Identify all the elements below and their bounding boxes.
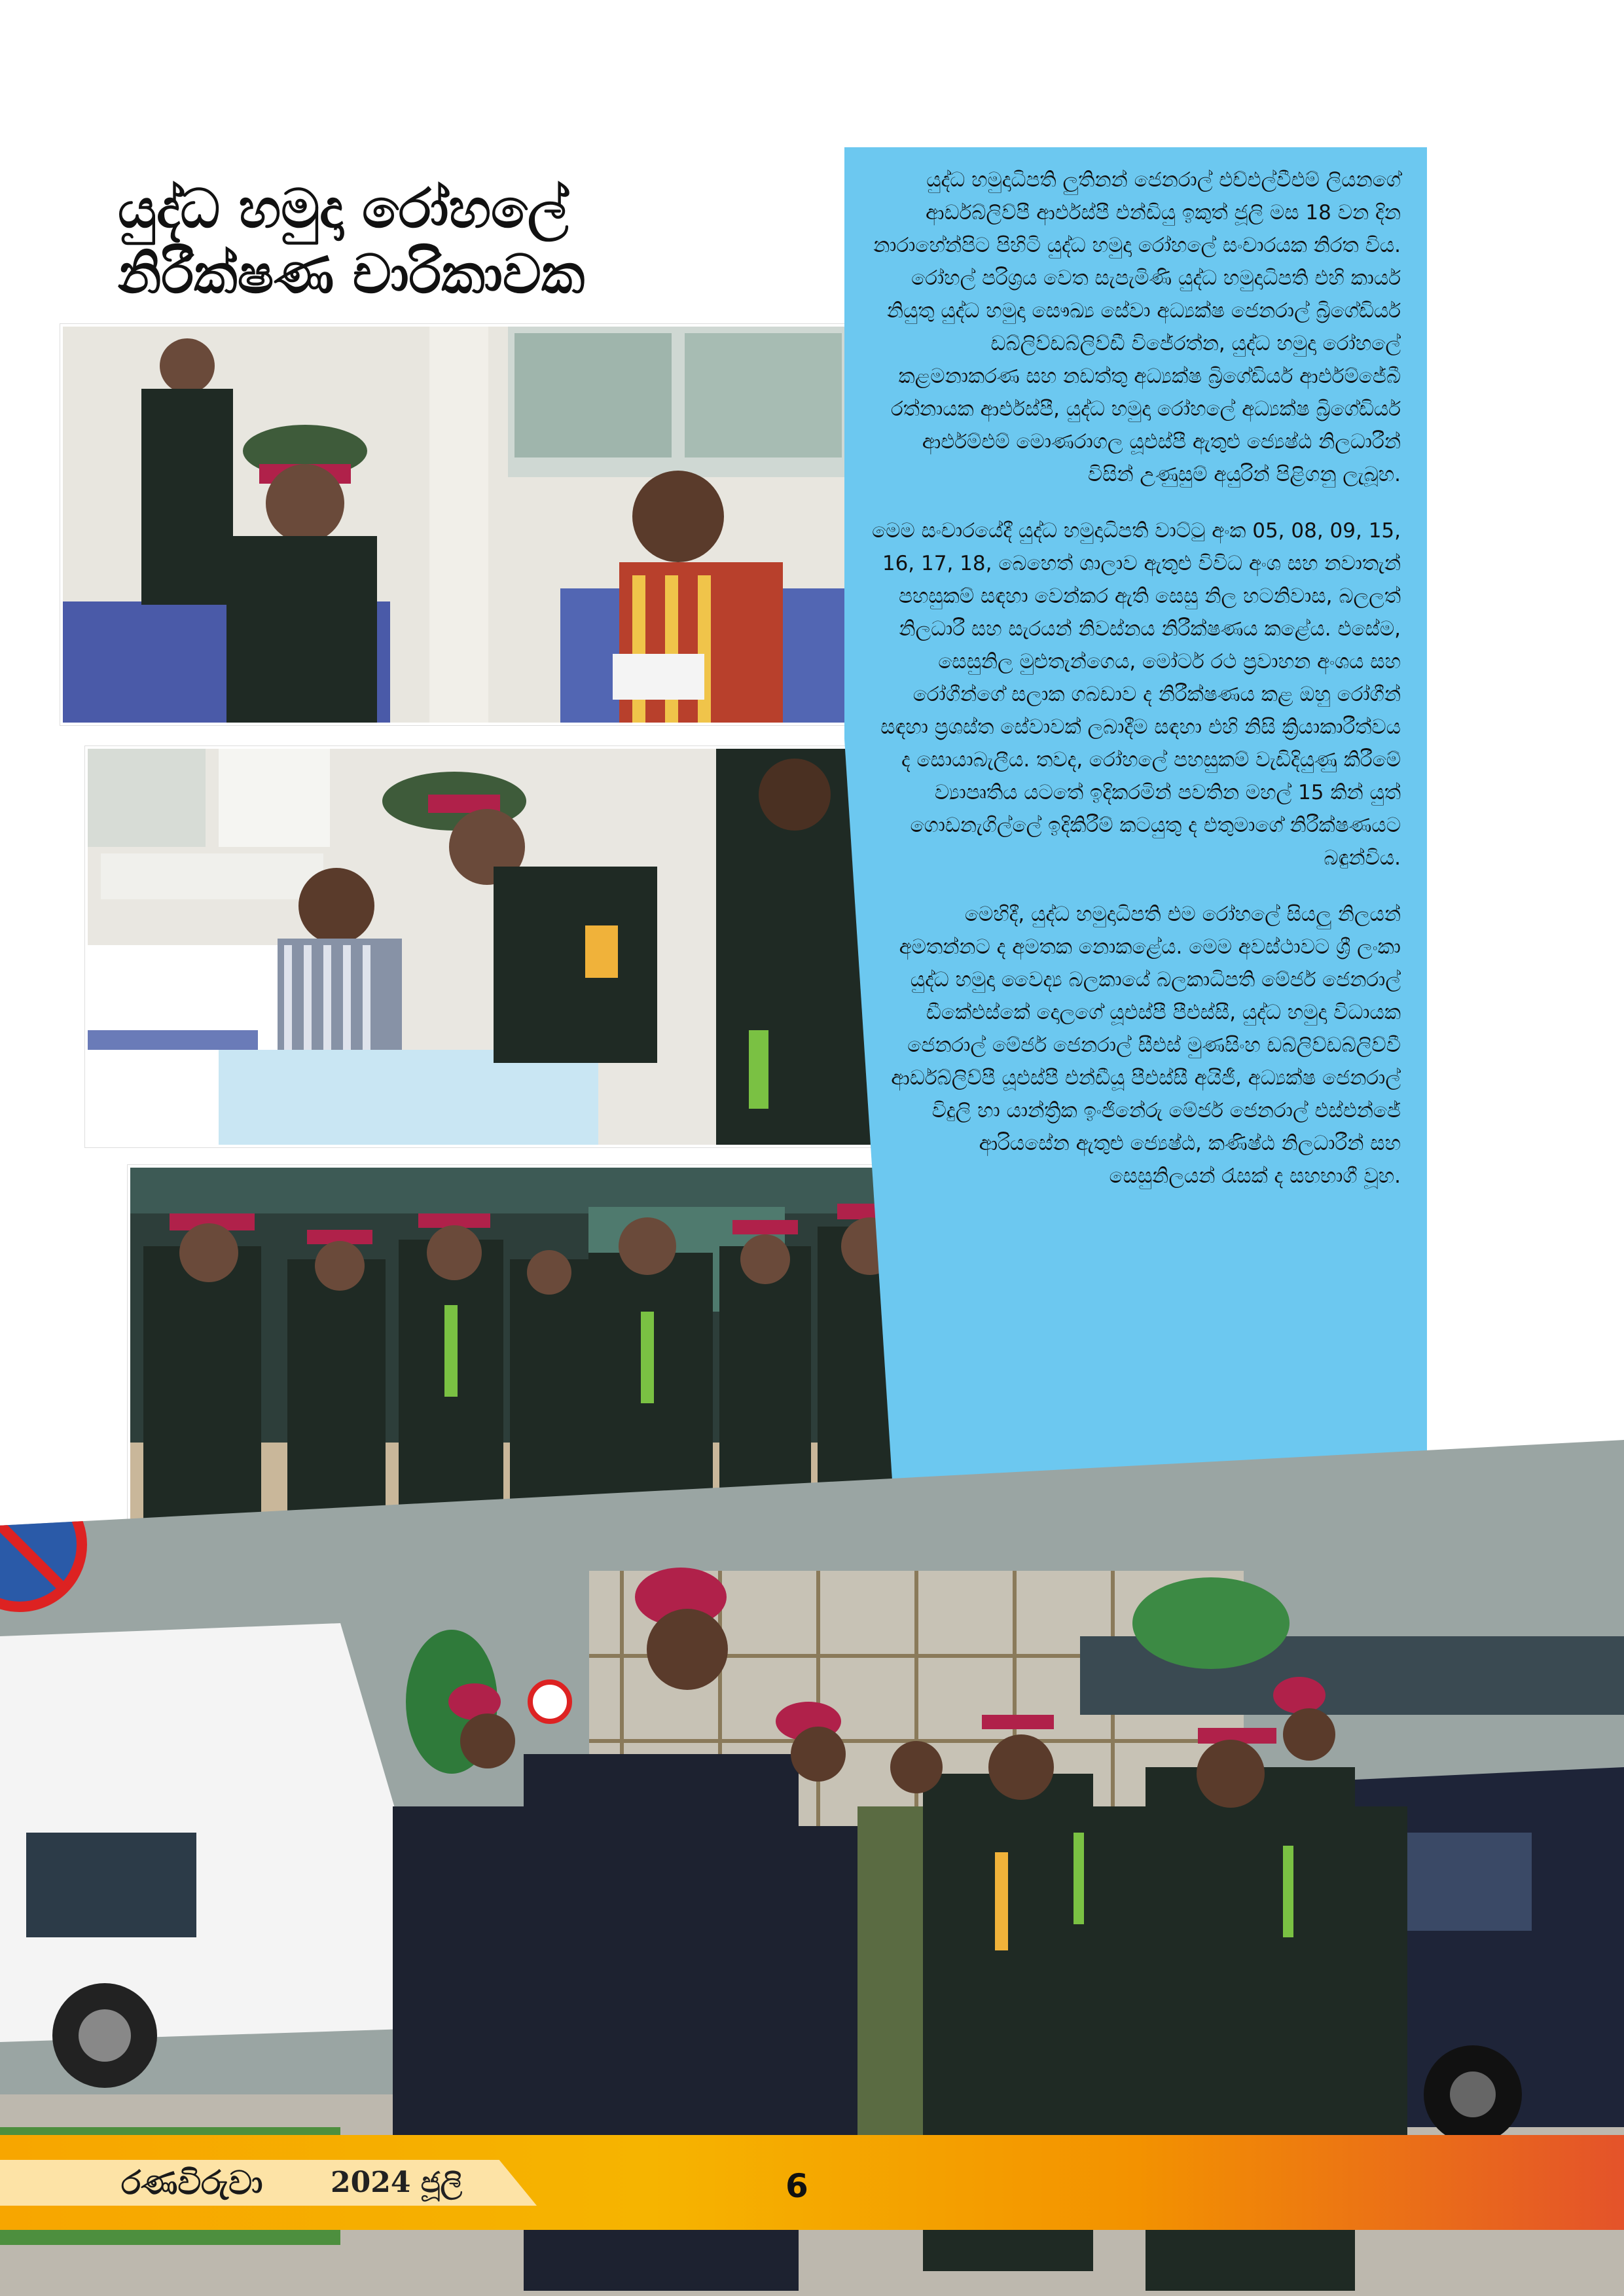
- paragraph: මෙහිදී, යුද්ධ හමුදාධිපති එම රෝහලේ සියලු නිලයන් අමතන්නට ද අමතක නොකළේය. මෙම අවස්ථාවට ශ්‍රී ලංකා යුද්ධ හමුදා වෛද්‍ය බලකායේ බලකාධිපති මේජර් ජෙනරාල් ඩීකේඑස්කේ දොලගේ යූඑස්පී පීඑස්සී, යුද්ධ හමුදා විධායක ජෙනරාල් මේජර් ජෙනරාල් සීඑස් මුණසිංහ ඩබ්ලිව්ඩබ්ලිව්වී ආර්ඩබ්ලිව්පී යූඑස්පී එන්ඩීයූ පීඑස්සී අයිජී, අධ්‍යක්ෂ ජෙනරාල් විදුලි හා යාන්ත්‍රික ඉංජිනේරු මේජර් ජෙනරාල් එස්එන්ජේ ආරියසේන ඇතුළු ජ්‍යෙෂ්ඨ, කණිෂ්ඨ නිලධාරීන් සහ සෙසුනිලයන් රැසක් ද සහභාගී වූහ.: [891, 903, 1401, 1188]
- article-body: [871, 164, 1401, 1216]
- photo-ward-visit-1: [60, 324, 857, 725]
- issue-date: 2024 ජූලි: [331, 2166, 463, 2199]
- headline-line-1: යුද්ධ හමුදා රෝහලේ: [118, 178, 569, 240]
- photo-ward-visit-2: [85, 746, 895, 1147]
- paragraph: මෙම සංචාරයේදී යුද්ධ හමුදාධිපති වාට්ටු අංක 05, 08, 09, 15, 16, 17, 18, බෙහෙත් ශාලාව ඇතුළු විවිධ අංශ සහ නවාතැන් පහසුකම් සඳහා වෙන්කර ඇති සෙසු නිල හටනිවාස, බලලත් නිලධාරී සහ සැරයන් නිවස්නය නිරීක්ෂණය කළේය. එසේම, සෙසුනිල මුළුතැන්ගෙය, මෝටර් රථ ප්‍රවාහන අංශය සහ රෝගීන්ගේ සලාක ගබඩාව ද නිරීක්ෂණය කළ ඔහු රෝගීන් සඳහා ප්‍රශස්ත සේවාවක් ලබාදීම සඳහා එහි නිසි ක්‍රියාකාරීත්වය ද සොයාබැලීය. තවද, රෝහලේ පහසුකම් වැඩිදියුණු කිරීමේ ව්‍යාපෘතිය යටතේ ඉදිකරමින් පවතින මහල් 15 කින් යුත් ගොඩනැගිල්ලේ ඉදිකිරීම් කටයුතු ද එතුමාගේ නිරීක්ෂණයට බඳුන්විය.: [872, 519, 1401, 870]
- headline: [118, 177, 772, 308]
- paragraph: යුද්ධ හමුදාධිපති ලුතිනන් ජෙනරාල් එච්එල්වීඑම් ලියනගේ ආර්ඩබ්ලිව්පී ආර්එස්පී එන්ඩියු ඉකුත් ජූලි මස 18 වන දින නාරාහේන්පිට පිහිටි යුද්ධ හමුදා රෝහලේ සංචාරයක නිරත විය. රෝහල් පරිශ්‍රය වෙත සැපැමිණි යුද්ධ හමුදාධිපති එහි කාර්ය නියුතු යුද්ධ හමුදා සෞඛ්‍ය සේවා අධ්‍යක්ෂ ජෙනරාල් බ්‍රිගේඩියර් ඩබ්ලිව්ඩබ්ලිව්ඩී විජේරත්න, යුද්ධ හමුදා රෝහලේ කළමනාකරණ සහ නඩත්තු අධ්‍යක්ෂ බ්‍රිගේඩියර් ආර්එම්ජේබී රත්නායක ආර්එස්පී, යුද්ධ හමුදා රෝහලේ අධ්‍යක්ෂ බ්‍රිගේඩියර් ආර්එම්එම් මොණරාගල යූඑස්පී ඇතුළු ජ්‍යෙෂ්ඨ නිලධාරීන් විසින් උණුසුම් අයුරින් පිළිගනු ලැබූහ.: [873, 168, 1401, 486]
- headline-line-2: නිරීක්ෂණ චාරිකාවක: [118, 243, 585, 306]
- page-number: 6: [785, 2167, 808, 2205]
- magazine-brand: රණවිරුවා: [121, 2164, 263, 2202]
